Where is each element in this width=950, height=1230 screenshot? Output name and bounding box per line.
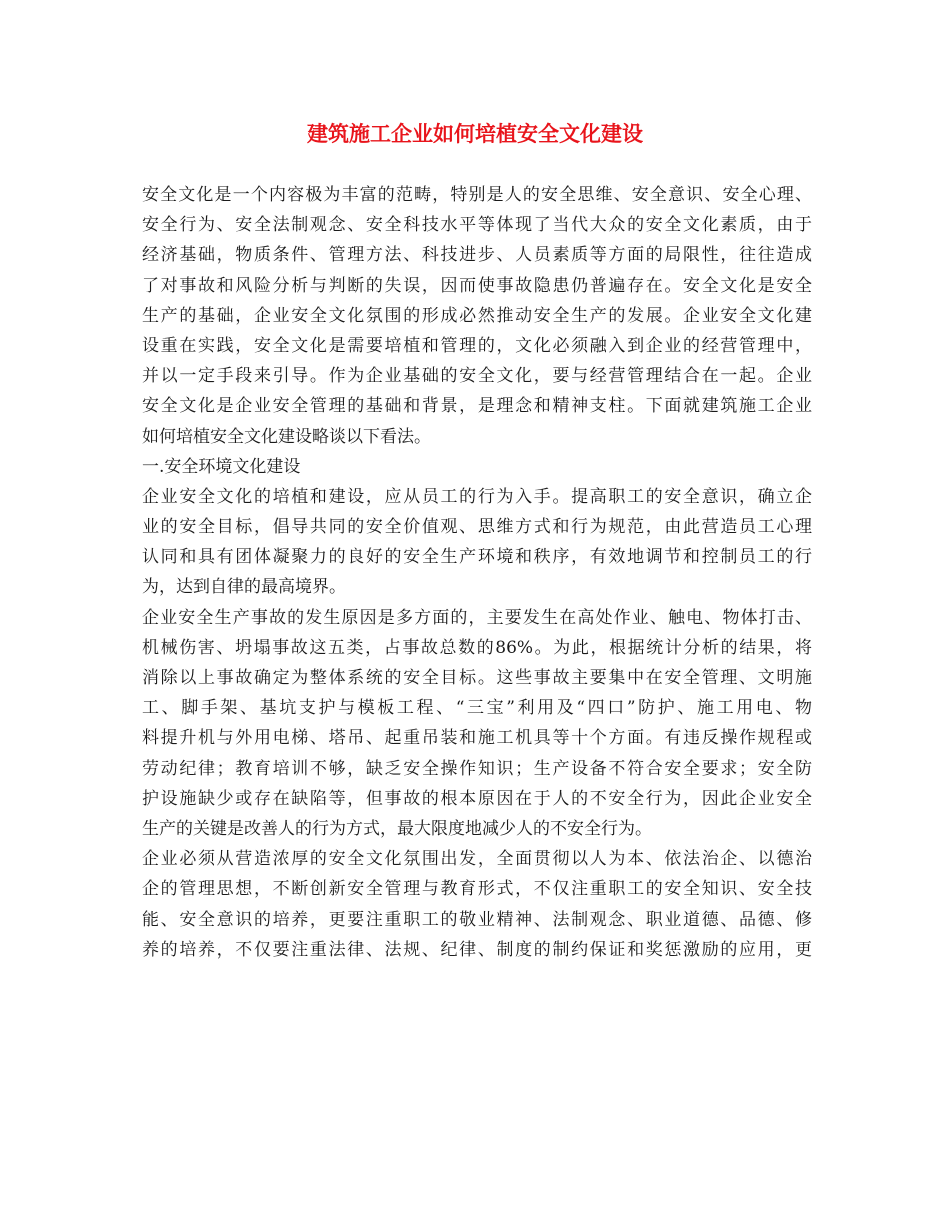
text-line: 为，达到自律的最高境界。 <box>142 577 346 598</box>
text-line: 认同和具有团体凝聚力的良好的安全生产环境和秩序，有效地调节和控制员工的行 <box>142 547 812 568</box>
text-line: 料提升机与外用电梯、塔吊、起重吊装和施工机具等十个方面。有违反操作规程或 <box>142 728 812 749</box>
text-line: 消除以上事故确定为整体系统的安全目标。这些事故主要集中在安全管理、文明施 <box>142 668 812 688</box>
text-line: 设重在实践，安全文化是需要培植和管理的，文化必须融入到企业的经营管理中， <box>142 335 812 356</box>
text-line: 养的培养，不仅要注重法律、法规、纪律、制度的制约保证和奖惩激励的应用，更 <box>142 939 812 960</box>
text-line: 生产的关键是改善人的行为方式，最大限度地减少人的不安全行为。 <box>142 818 652 839</box>
page-title: 建筑施工企业如何培植安全文化建设 <box>307 121 643 146</box>
text-line: 劳动纪律；教育培训不够，缺乏安全操作知识；生产设备不符合安全要求；安全防 <box>142 758 812 779</box>
text-line: 并以一定手段来引导。作为企业基础的安全文化，要与经营管理结合在一起。企业 <box>142 366 812 387</box>
text-line: 如何培植安全文化建设略谈以下看法。 <box>142 426 431 447</box>
text-line: 了对事故和风险分析与判断的失误，因而使事故隐患仍普遍存在。安全文化是安全 <box>142 275 812 296</box>
text-line: 工、脚手架、基坑支护与模板工程、“三宝”利用及“四口”防护、施工用电、物 <box>142 698 812 719</box>
text-line: 经济基础，物质条件、管理方法、科技进步、人员素质等方面的局限性，往往造成 <box>142 245 812 266</box>
text-line: 企业安全文化的培植和建设，应从员工的行为入手。提高职工的安全意识，确立企 <box>142 486 812 507</box>
text-line: 安全文化是企业安全管理的基础和背景，是理念和精神支柱。下面就建筑施工企业 <box>142 396 812 417</box>
text-line: 企业必须从营造浓厚的安全文化氛围出发，全面贯彻以人为本、依法治企、以德治 <box>142 849 812 870</box>
document-body <box>142 180 812 965</box>
text-line: 一.安全环境文化建设 <box>142 456 301 477</box>
text-line: 机械伤害、坍塌事故这五类，占事故总数的86%。为此，根据统计分析的结果，将 <box>142 637 812 658</box>
text-line: 护设施缺少或存在缺陷等，但事故的根本原因在于人的不安全行为，因此企业安全 <box>142 788 812 809</box>
text-line: 安全文化是一个内容极为丰富的范畴，特别是人的安全思维、安全意识、安全心理、 <box>142 185 812 205</box>
text-line: 企业安全生产事故的发生原因是多方面的，主要发生在高处作业、触电、物体打击、 <box>142 607 812 628</box>
text-line: 生产的基础，企业安全文化氛围的形成必然推动安全生产的发展。企业安全文化建 <box>142 305 812 326</box>
text-line: 安全行为、安全法制观念、安全科技水平等体现了当代大众的安全文化素质，由于 <box>142 215 812 236</box>
text-line: 企的管理思想，不断创新安全管理与教育形式，不仅注重职工的安全知识、安全技 <box>142 879 812 900</box>
text-line: 能、安全意识的培养，更要注重职工的敬业精神、法制观念、职业道德、品德、修 <box>142 909 812 930</box>
text-line: 业的安全目标，倡导共同的安全价值观、思维方式和行为规范，由此营造员工心理 <box>142 517 812 538</box>
